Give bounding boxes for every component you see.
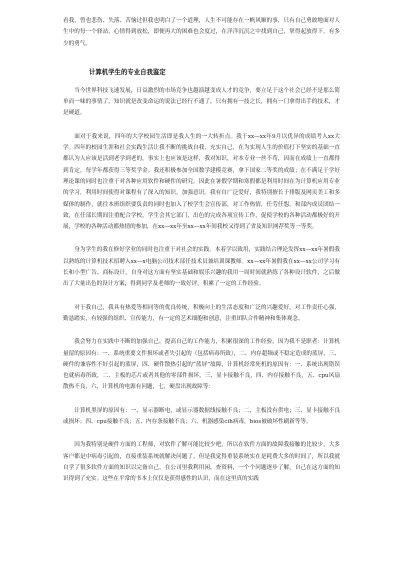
- body-paragraph-4: 对于我自己，我具有热爱等相同等的优良传统，积极向上的生活态度和广泛的兴趣爱好，对工作责任心强，勤恳踏实，有较强的组织、宣传能力，有一定的艺术细胞和创意，注重团队合作精神和集体观念。: [63, 304, 340, 322]
- body-paragraph-5: 我会努力在实践中不断的加强自己，提高自己的工作能力，积累很深的工作经验，因为我不是职者：计算机量留的原因有：一、系统重要文件损坏或者失引起的（包括病毒所致），二、内存超频或不稳定造成的蓝屏，三、硬件的兼容性不好引起的蓝屏，四、硬件散热引起的“蓝屏”故障，计算机经常死机的原因有：一、系统出现错误也就病毒所致，二、主板的芯片或者其他的零部件损坏，三、显卡接触不良，四、内存接触不良，五、cpu风扇散热不良，六，计算机的电源有问题，七，硬盘出现故障等：: [63, 339, 340, 391]
- body-paragraph-6: 计算机黑屏的原因有：一、显示器断电，或显示器数据线接触不良；二、主板没有供电；三、显卡接触不良或损坏；四、cpu接触不良；五、内存条接触不良；六、机器感染cih病毒，bios被破坏性刷新等等。: [63, 407, 340, 426]
- body-paragraph-3: 身为学生的我在修好学业的同时也注重于对社会的实践。本着学以致用，实践结合理论发挥xx—xx年暑假我以熟练的计算机技术招聘入xx—x电脑公司技术部任技术员兼培训课教师。xx—xx年暑假我在xx—xx公司学习有长和小型广告、商标设计，自身对这方面有坚实基础和娱乐兴趣的我用一周时间就熟练了各种设计软件，之后做出了大量出色的设计方案，得到同学及老师的一致好评，积累了一定的工作经验。: [63, 247, 340, 288]
- body-paragraph-2: 面对于我来说，四年的大学校园生活即是我人生的一大转折点。我于xx—xx年9月以优异的成绩考入xx大学。四年的校园生涯和社会实践生活让我不断的挑战自我，充实自己，在为实现人生的价值打下坚实的基础一直都认为人应该是活到老学到老的，事实上也应该是这样，我对知识，对本专业一丝不苟，因而在成绩上一直都得到肯定，每学年都获得三等奖学金。我还积极参加全国数学建模竞赛，拿下国家二等奖的成绩；在不满足于学好理论课的同时也注重于对各种应用软件和硬件的研究。因此在暑假学期和寒假都是利用时间在为计算机应用专业的学习，利用时间使得对课程有了深入的知识，加强意识。我有自广泛爱好，我特别擅长于排版及网页美工和多媒体的制作，就往本班组织要负责的同时也加入了校学生会宣传部，对工作热情，任劳任怨，和部内成员团结一致，在任部长期间注重配合学校，学生会其它部门，出色的完成各项宣传工作，促使学校的各种活动都极好的开展，学校的各种活动都热情的参加，在xx—xx年至xx—xx年间我校又得到了省及知识网荐奖等一等奖。: [63, 133, 340, 231]
- body-paragraph-1: 当今世界科技飞速发展，日益激烈的市场竞争也越演越变成人才的竞争，要立足于这个社会已经不是那么简单而一味的事情了，知识就是改变命运的说法已经行不通了，只有拥有一技之长，拥有一门拿得出手的技术，才是硬道。: [63, 87, 340, 117]
- section-title: 计算机学生的专业自我鉴定: [89, 67, 166, 76]
- intro-paragraph: 看我，曾也悲伤、失落、苦恼过但我也明白了一个道理，人生不可能存在一帆风顺的事，只有自己勇敢地面对人生中的每一个驿站，心情得到放松，即便再大的困难也会度过，在洋洋沉沉之中找到自己，掌得起放得下，有多少的勇气。: [63, 18, 340, 47]
- body-paragraph-7: 因为我特别是硬件方面的工程师，对软件了解可能比较少吧，所以在软件方面的故障我接触的比较少，大多客户都是中病毒引起的，直接重装系统就解决问题了。但是我觉得重装系统实在是耗费大多的时间了，所以我就自学了很多软件方面的知识以完备自己，在公司里我利用闲，查资料，一个个问题逐步了解，自己在这方面的知识得到了充实。这些在平常的书本上仅仅是获得感性的认识，而在这里真的实践: [63, 442, 340, 483]
